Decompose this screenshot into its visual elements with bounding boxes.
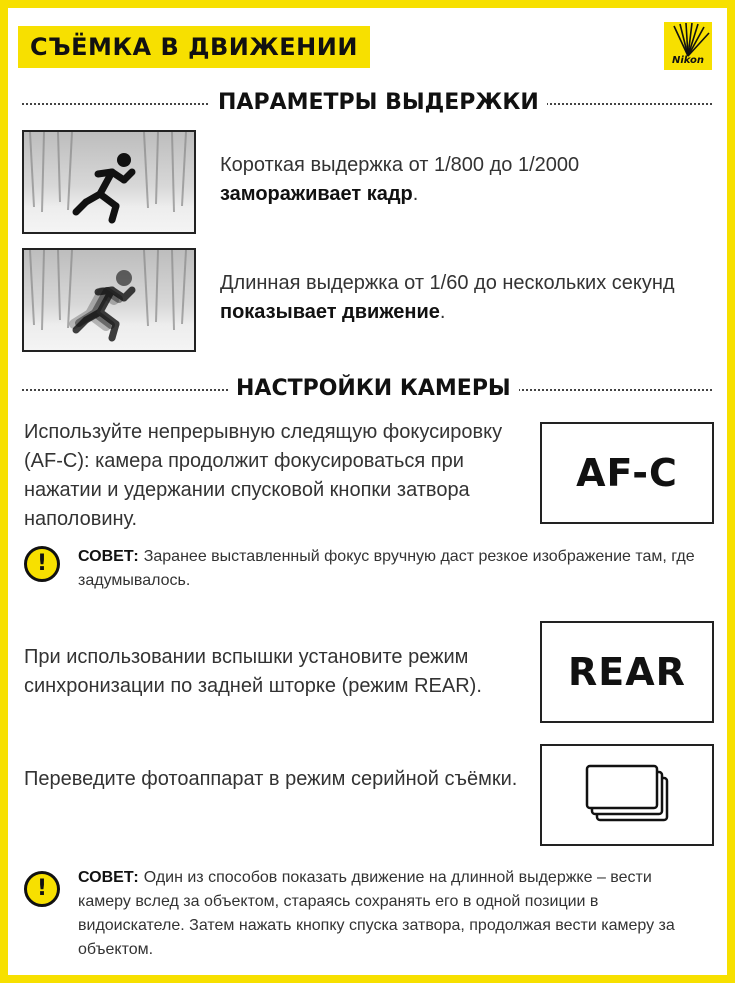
shutter-section-heading [22, 88, 712, 118]
short-shutter-suffix: . [412, 183, 419, 205]
tip-1-text: Заранее выставленный фокус вручную даст резкое изображение там, где задумывалось. [78, 548, 695, 589]
tip-2-text: Один из способов показать движение на длинной выдержке – вести камеру вслед за объектом, стараясь сохранять его в одной позиции в видоискателе. Затем нажать кнопку спуска затвора, продолжая вести камеру за объектом. [78, 869, 675, 958]
tip-1 [78, 545, 708, 593]
nikon-logo [664, 22, 712, 70]
rear-mode-box [540, 621, 714, 723]
shutter-section-title: ПАРАМЕТРЫ ВЫДЕРЖКИ [210, 88, 547, 118]
logo-text: Nikon [671, 55, 705, 66]
rear-description: При использовании вспышки установите режим синхронизации по задней шторке (режим REAR). [24, 646, 482, 697]
long-shutter-description [220, 269, 712, 327]
page-title: СЪЁМКА В ДВИЖЕНИИ [18, 26, 370, 68]
burst-mode-box [540, 744, 714, 846]
afc-mode-label: AF-C [576, 451, 678, 495]
afc-description: Используйте непрерывную следящую фокусировку (AF-C): камера продолжит фокусироваться при нажатии и удержании спусковой кнопки затвора наполовину. [24, 421, 503, 530]
long-shutter-suffix: . [439, 301, 446, 323]
tip-1-label: СОВЕТ: [78, 548, 139, 565]
running-person-icon [24, 132, 196, 234]
long-shutter-text: Длинная выдержка от 1/60 до нескольких секунд [220, 272, 675, 294]
blurred-running-person-icon [24, 250, 196, 352]
short-shutter-description [220, 151, 712, 209]
short-shutter-emphasis: замораживает кадр [220, 183, 413, 205]
tip-2-label: СОВЕТ: [78, 869, 139, 886]
motion-blur-thumbnail [22, 248, 196, 352]
rear-mode-label: REAR [568, 650, 686, 694]
camera-section-heading [22, 374, 712, 404]
afc-mode-box [540, 422, 714, 524]
long-shutter-emphasis: показывает движение [220, 301, 440, 323]
burst-description: Переведите фотоаппарат в режим серийной съёмки. [24, 768, 518, 790]
exclamation-icon: ! [24, 871, 60, 907]
short-shutter-text: Короткая выдержка от 1/800 до 1/2000 [220, 154, 580, 176]
frozen-motion-thumbnail [22, 130, 196, 234]
continuous-shooting-icon [577, 760, 677, 830]
exclamation-icon: ! [24, 546, 60, 582]
camera-section-title: НАСТРОЙКИ КАМЕРЫ [228, 374, 519, 404]
tip-2 [78, 866, 708, 962]
